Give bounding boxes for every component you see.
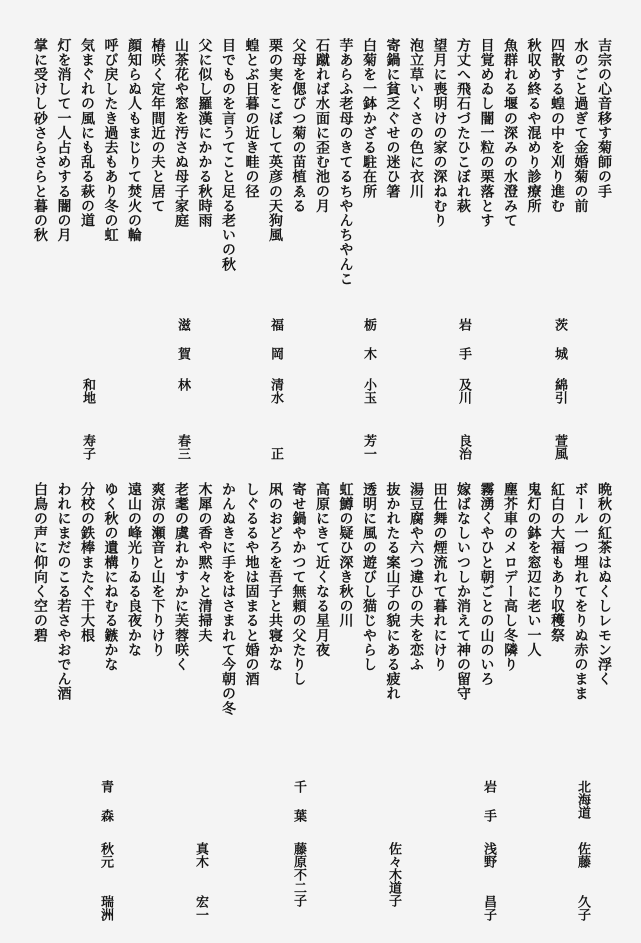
- haiku-line: 灯を消して一人占めする闇の月: [55, 38, 72, 243]
- author-surname: 秋元: [98, 842, 113, 868]
- haiku-line: 爽涼の瀬音と山を下りけり: [149, 482, 166, 658]
- haiku-section-bottom: [28, 482, 616, 716]
- author-credit: [551, 0, 567, 943]
- haiku-line: 山茶花や窓を汚さぬ母子家庭: [173, 38, 189, 228]
- haiku-line: 石蹴れば水面に歪む池の月: [314, 38, 330, 214]
- haiku-line: 木犀の香や黙々と清掃夫: [196, 482, 213, 643]
- author-credit: [290, 0, 306, 943]
- author-given: 良治: [456, 434, 471, 460]
- haiku-line: 魚群れる堰の深みの水澄みて: [502, 38, 518, 228]
- haiku-line: 寄鍋に貧乏ぐせの迷ひ箸: [384, 38, 401, 199]
- author-surname: 和地: [80, 378, 95, 404]
- haiku-line: 遠山の峰光りゐる良夜かな: [126, 482, 142, 658]
- haiku-line: 鬼灯の鉢を窓辺に老い一人: [525, 482, 542, 658]
- haiku-line: 望月に喪明けの家の深ねむり: [431, 38, 448, 228]
- author-surname: 清水: [268, 378, 283, 404]
- author-given: 春三: [175, 434, 190, 460]
- author-prefecture: 青森: [98, 780, 113, 838]
- author-prefecture: 千葉: [291, 780, 306, 838]
- author-surname: 浅野: [481, 842, 496, 868]
- author-prefecture: 岩手: [481, 780, 496, 838]
- haiku-line: かんぬきに手をはさまれて今朝の冬: [220, 482, 236, 716]
- author-surname: 小玉: [361, 378, 376, 404]
- haiku-line: 気まぐれの風にも乱る萩の道: [79, 38, 95, 228]
- haiku-line: ボール一つ埋れてをりぬ赤のまま: [572, 482, 589, 701]
- author-surname: 佐々木道子: [386, 842, 401, 907]
- haiku-line: 栗の実をこぼして英彦の天狗風: [267, 38, 283, 243]
- author-prefecture: 栃木: [361, 318, 376, 376]
- haiku-line: 塵芥車のメロデー高し冬隣り: [502, 482, 518, 672]
- haiku-line: 秋収め終るや混めり診療所: [525, 38, 542, 214]
- haiku-line: 凩のおどろを吾子と共寝かな: [267, 482, 283, 672]
- haiku-line: 掌に受けし砂さらさらと暮の秋: [32, 38, 48, 243]
- author-prefecture: 福岡: [268, 318, 283, 376]
- author-given: 寿子: [80, 434, 95, 460]
- haiku-line: 芋あらふ老母のきてるちやんちやんこ: [337, 38, 354, 287]
- haiku-line: 椿咲く定年間近の夫と居て: [149, 38, 166, 214]
- author-surname: 及川: [456, 378, 471, 404]
- author-given: 芳一: [361, 434, 376, 460]
- author-credit: [174, 0, 190, 943]
- haiku-line: 泡立草いくさの色に衣川: [408, 38, 424, 199]
- haiku-line: 水のごと過ぎて金婚菊の前: [572, 38, 589, 214]
- author-given: 正: [268, 447, 283, 460]
- haiku-line: われにまだのこる若さやおでん酒: [55, 482, 72, 701]
- author-surname: 佐藤: [575, 842, 590, 868]
- author-given: 萱風: [552, 434, 567, 460]
- haiku-line: 方丈へ飛石づたひこぼれ萩: [455, 38, 471, 214]
- author-credit: [79, 0, 95, 943]
- author-credit: [192, 0, 208, 943]
- haiku-line: 寄せ鍋やかつて無頼の父たりし: [290, 482, 307, 687]
- haiku-line: 分校の鉄棒またぐ干大根: [79, 482, 95, 643]
- author-given: 瑞洲: [98, 895, 113, 921]
- haiku-line: 白菊を一鉢かざる駐在所: [361, 38, 377, 199]
- haiku-line: 紅白の大福もあり収穫祭: [549, 482, 565, 643]
- haiku-line: 目覚めゐし闇一粒の栗落とす: [478, 38, 495, 228]
- haiku-line: 湯豆腐や六つ違ひの夫を恋ふ: [408, 482, 424, 672]
- haiku-line: 父母を偲びつ菊の苗植ゑる: [290, 38, 307, 214]
- haiku-line: 嫁ばなしいつしか消えて神の留守: [455, 482, 471, 701]
- haiku-line: 晩秋の紅茶はぬくしレモン浮く: [596, 482, 612, 687]
- haiku-line: 抜かれたる案山子の貌にある疲れ: [384, 482, 401, 701]
- author-surname: 真木: [193, 842, 208, 868]
- haiku-line: 顔知らぬ人もまじりて焚火の輪: [126, 38, 142, 243]
- author-given: 久子: [575, 895, 590, 921]
- author-surname: 藤原不二子: [291, 842, 306, 907]
- haiku-line: 虹鱒の疑ひ深き秋の川: [337, 482, 354, 628]
- author-given: 昌子: [481, 895, 496, 921]
- haiku-line: 老耄の虞れかすかに芙蓉咲く: [173, 482, 189, 672]
- author-credit: [360, 0, 376, 943]
- author-credit: [455, 0, 471, 943]
- author-credit: [574, 0, 590, 943]
- haiku-line: 田仕舞の煙流れて暮れにけり: [431, 482, 448, 672]
- haiku-line: ゆく秋の遺構にねむる鏃かな: [102, 482, 119, 672]
- haiku-line: 目でものを言うてこと足る老いの秋: [220, 38, 236, 272]
- haiku-line: 透明に風の遊びし猫じやらし: [361, 482, 377, 672]
- haiku-line: 父に似し羅漢にかかる秋時雨: [196, 38, 213, 228]
- author-credit: [385, 0, 401, 943]
- author-prefecture: 岩手: [456, 318, 471, 376]
- author-prefecture: 茨城: [552, 318, 567, 376]
- haiku-line: 吉宗の心音移す菊師の手: [596, 38, 612, 199]
- haiku-line: しぐるるや地は固まると婚の酒: [243, 482, 260, 687]
- author-prefecture: 滋賀: [175, 318, 190, 376]
- author-given: 宏一: [193, 895, 208, 921]
- haiku-line: 蝗とぶ日暮の近き畦の径: [243, 38, 260, 199]
- haiku-section-top: [28, 38, 616, 286]
- author-surname: 綿引: [552, 378, 567, 404]
- author-prefecture: 北海道: [575, 780, 590, 819]
- haiku-line: 四散する蝗の中を刈り進む: [549, 38, 565, 214]
- author-credit: [267, 0, 283, 943]
- haiku-line: 霧湧くやひと朝ごとの山のいろ: [478, 482, 495, 687]
- haiku-line: 呼び戻したき過去もあり冬の虹: [102, 38, 119, 243]
- haiku-line: 白鳥の声に仰向く空の碧: [32, 482, 48, 643]
- author-credit: [480, 0, 496, 943]
- author-credit: [97, 0, 113, 943]
- author-surname: 林: [175, 378, 190, 391]
- haiku-line: 高原にきて近くなる星月夜: [314, 482, 330, 658]
